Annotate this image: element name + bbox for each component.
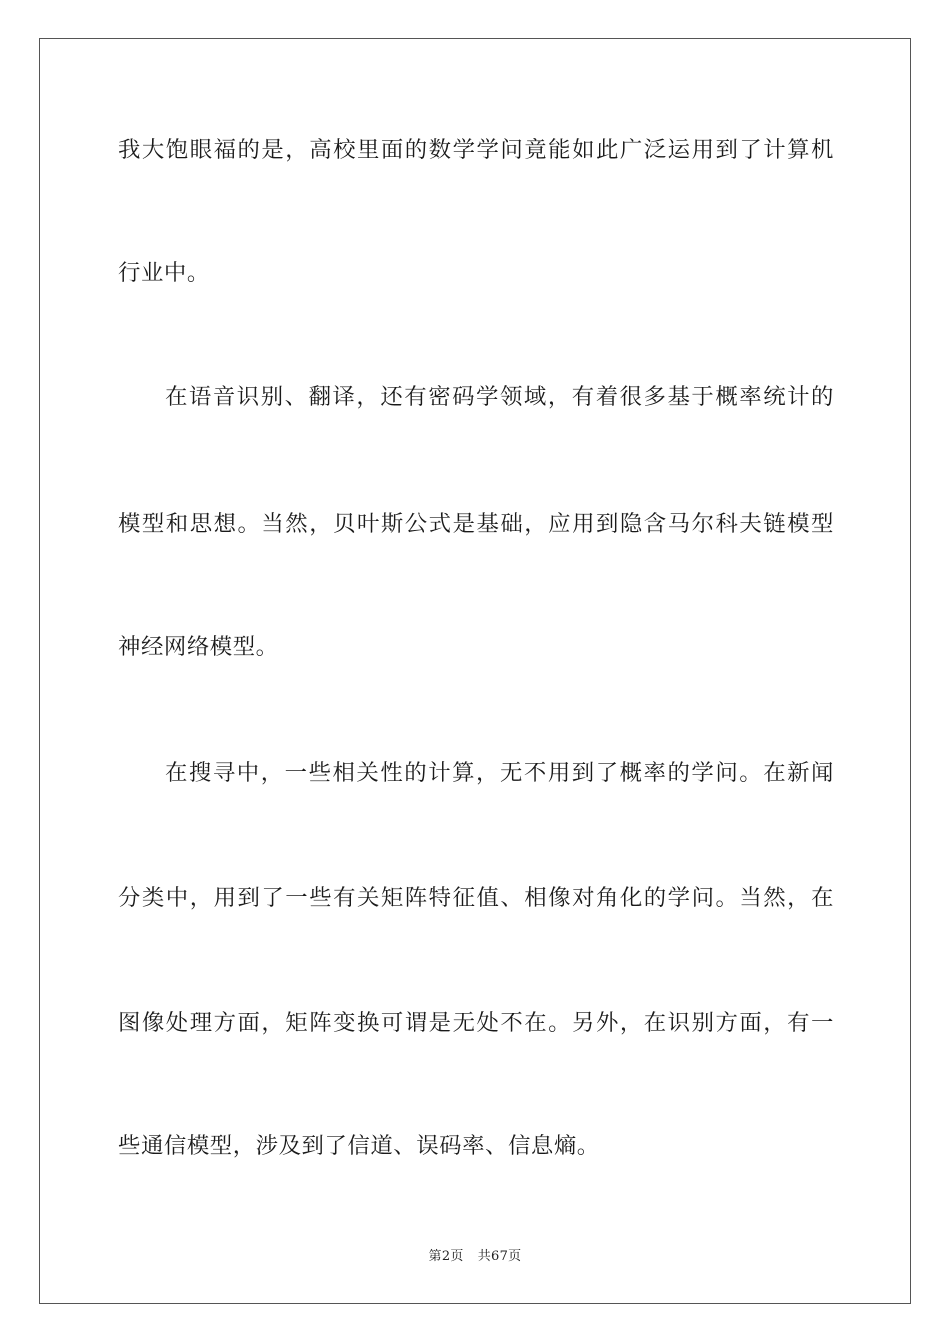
page-footer (0, 1245, 950, 1264)
body-line-9: 些通信模型，涉及到了信道、误码率、信息熵。 (118, 1133, 600, 1159)
body-line-8: 图像处理方面，矩阵变换可谓是无处不在。另外，在识别方面，有一 (118, 1010, 834, 1036)
body-line-7: 分类中，用到了一些有关矩阵特征值、相像对角化的学问。当然，在 (118, 885, 834, 911)
page-total: 共67页 (477, 1249, 522, 1264)
body-line-5: 神经网络模型。 (118, 634, 279, 660)
body-line-3: 在语音识别、翻译，还有密码学领域，有着很多基于概率统计的 (165, 384, 834, 410)
body-line-1: 我大饱眼福的是，高校里面的数学学问竟能如此广泛运用到了计算机 (118, 137, 834, 163)
body-line-4: 模型和思想。当然，贝叶斯公式是基础，应用到隐含马尔科夫链模型 (118, 511, 834, 537)
page-number: 第2页 (428, 1249, 464, 1264)
body-line-6: 在搜寻中，一些相关性的计算，无不用到了概率的学问。在新闻 (165, 760, 834, 786)
page-border (39, 38, 911, 1304)
body-line-2: 行业中。 (118, 260, 210, 286)
